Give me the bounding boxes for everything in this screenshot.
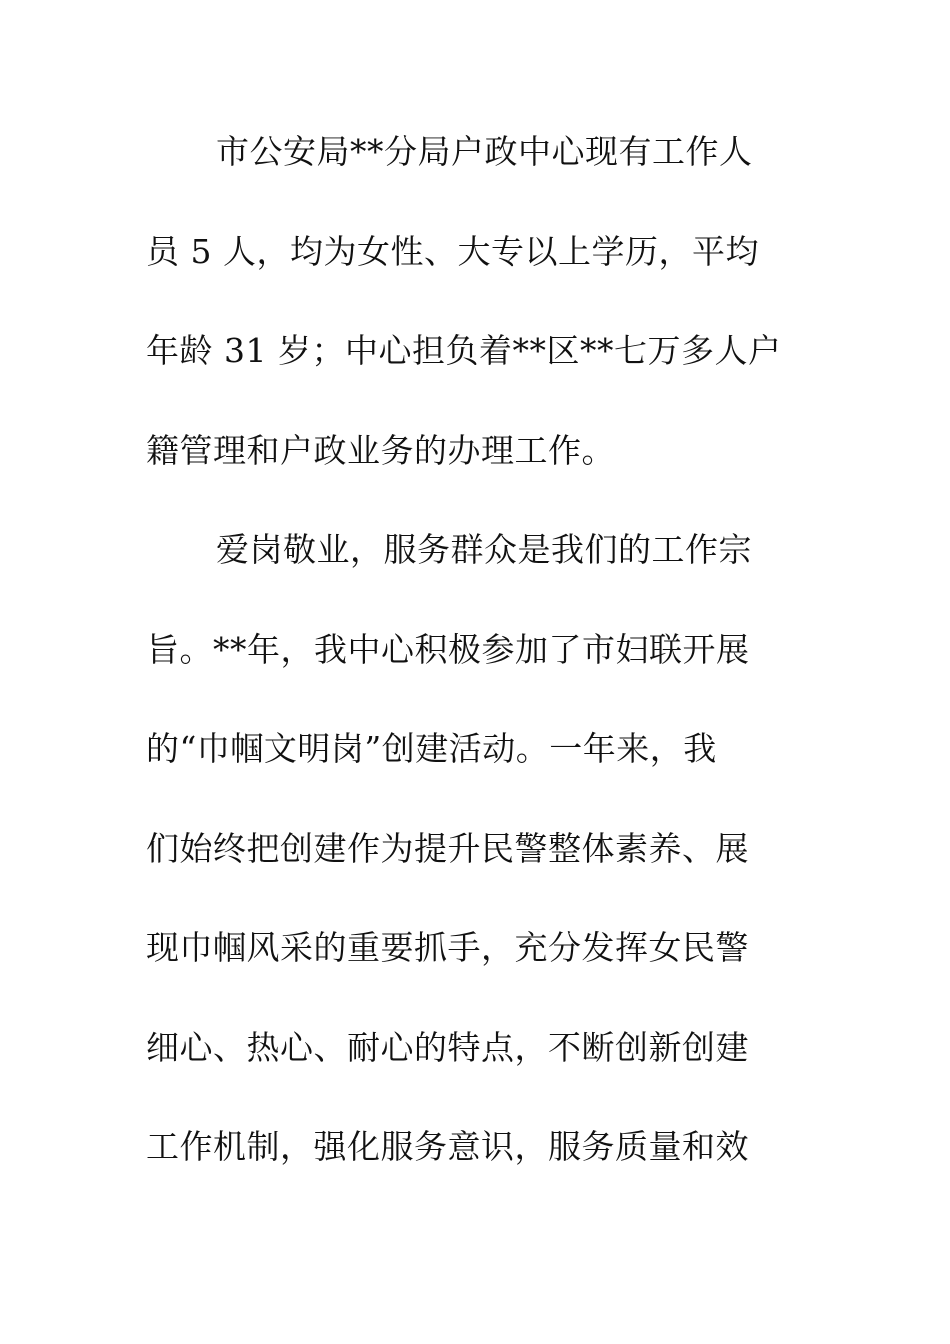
paragraph-1-line-4: 籍管理和户政业务的办理工作。 bbox=[146, 431, 615, 470]
paragraph-2-line-1: 爱岗敬业，服务群众是我们的工作宗 bbox=[216, 530, 752, 569]
paragraph-2-line-4: 们始终把创建作为提升民警整体素养、展 bbox=[146, 829, 749, 868]
paragraph-1-line-2: 员 5 人，均为女性、大专以上学历，平均 bbox=[146, 232, 759, 271]
paragraph-2-line-2: 旨。**年，我中心积极参加了市妇联开展 bbox=[146, 630, 750, 669]
paragraph-1-line-1: 市公安局**分局户政中心现有工作人 bbox=[216, 132, 753, 171]
paragraph-1-line-3: 年龄 31 岁；中心担负着**区**七万多人户 bbox=[146, 331, 782, 370]
paragraph-2-line-5: 现巾帼风采的重要抓手，充分发挥女民警 bbox=[146, 928, 749, 967]
paragraph-2-line-7: 工作机制，强化服务意识，服务质量和效 bbox=[146, 1127, 749, 1166]
paragraph-2-line-6: 细心、热心、耐心的特点，不断创新创建 bbox=[146, 1028, 749, 1067]
paragraph-2-line-3: 的“巾帼文明岗”创建活动。一年来，我 bbox=[146, 729, 717, 768]
